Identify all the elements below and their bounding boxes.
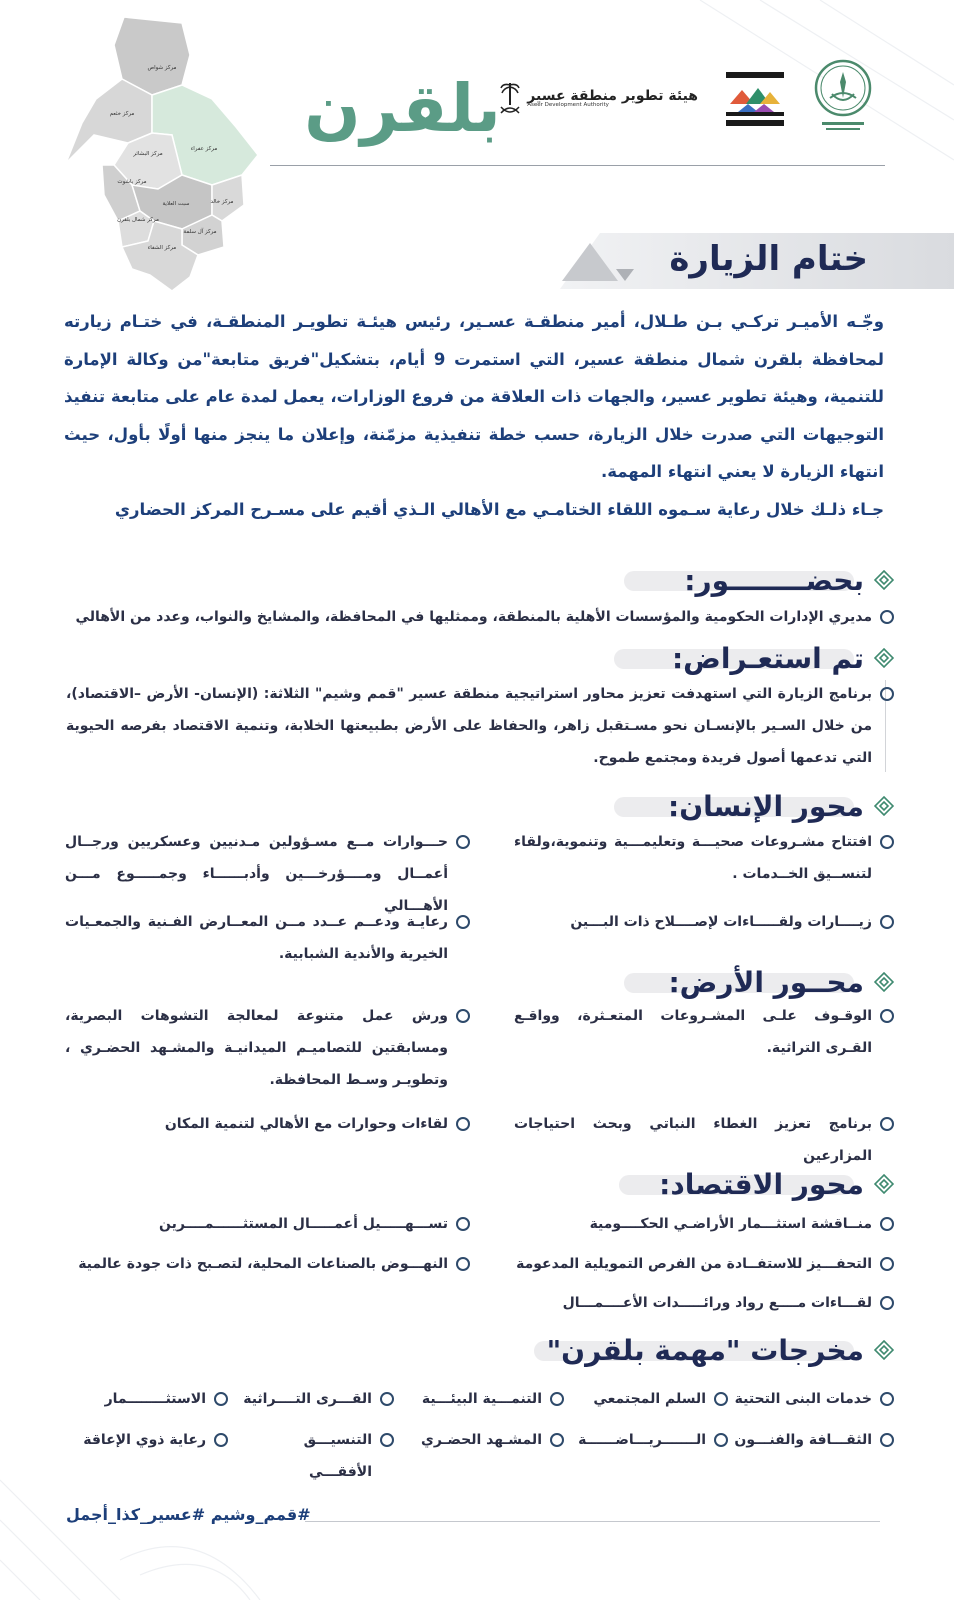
bullet-circle-icon [880,1296,894,1310]
section-title: بحضــــــــور: [684,563,864,597]
bullet-circle-icon [456,1117,470,1131]
map-label: سبت العلاية [162,201,190,207]
bullet-circle-icon [214,1433,228,1447]
bullet-circle-icon [880,1217,894,1231]
map-label: مركز الشفاء [147,245,177,251]
output-item [414,1383,564,1415]
bullet-circle-icon [880,915,894,929]
section-title: تم استعـراض: [671,641,864,675]
list-item-text: التحفـــيز للاستفــادة من الفرص التمويلية المدعومة [516,1256,872,1272]
list-item-text: افتتاح مشـروعات صحيـــة وتعليمـــية وتنموية،ولقاء لتنســيق الخــدمات . [514,834,872,882]
intro-paragraph-2: جـاء ذلـك خلال رعاية سـموه اللقاء الختامـي مع الأهالي الـذي أقيم على مسـرح المركز الحضاري [114,499,884,519]
diamond-icon [874,648,894,668]
bullet-circle-icon [214,1392,228,1406]
bullet-circle-icon [880,1117,894,1131]
output-item-text: رعاية ذوي الإعاقة [83,1432,206,1448]
output-item [239,1424,394,1488]
output-item-text: الاستثــــــــمار [104,1391,206,1407]
footer-divider [305,1521,880,1522]
bullet-circle-icon [456,1217,470,1231]
list-item-text: لقـــاءات مــــع رواد ورائـــــدات الأعــــمـــال [562,1295,872,1311]
diamond-icon [874,796,894,816]
list-item-text: ورش عمل متنوعة لمعالجة التشوهات البصرية، ومسابقتين للتصاميـم الميدانيـة والمشـهد الحضـري ، وتطويـر وسـط المحافظة. [65,1008,448,1088]
map-label: مركز خثعم [109,111,135,117]
banner-triangles-icon [560,239,660,283]
header-divider [270,165,885,166]
diamond-icon [874,972,894,992]
output-item [78,1383,228,1415]
list-item-text: الوقـوف علـى المشـروعات المتعـثرة، وواقـع القـرى التراثية. [514,1008,872,1056]
section-heading-reviewed [672,638,894,678]
list-item-text: زيــــارات ولقـــــاءات لإصــــلاح ذات البـــين [570,914,872,930]
output-item [578,1424,728,1456]
authority-name-en: Aseer Development Authority [527,102,609,109]
list-item-text: تســـهـــــيل أعمـــــال المستثــــــمــــرين [159,1216,448,1232]
bullet-circle-icon [880,610,894,624]
section-title: محور الإنسان: [668,789,864,823]
list-item [65,1248,470,1280]
section-heading-human [668,786,894,826]
output-item-text: التنسيـــق الأفقـــي [303,1432,372,1480]
section-heading-land [668,962,894,1002]
bullet-circle-icon [380,1433,394,1447]
section-title: محور الاقتصاد: [659,1167,864,1201]
saudi-emblem-icon [812,58,874,140]
list-item [65,1208,470,1240]
bullet-circle-icon [880,1257,894,1271]
page-title: بلقرن [304,70,501,147]
list-item-text: منــاقشة استثـــمار الأراضـي الحكــــومية [589,1216,872,1232]
list-item [65,906,470,970]
output-item-text: خدمات البنى التحتية [734,1391,872,1407]
map-label: مركز شواص [147,65,177,71]
bullet-circle-icon [456,915,470,929]
output-item [734,1383,894,1415]
bullet-circle-icon [550,1433,564,1447]
governorate-map [62,15,262,295]
section-title: مخرجات "مهمة بلقرن" [546,1333,864,1367]
bullet-circle-icon [380,1392,394,1406]
bullet-circle-icon [714,1433,728,1447]
bullet-circle-icon [880,835,894,849]
map-label: مركز آل سلمة [183,229,217,235]
list-item [514,1287,894,1319]
banner-title: ختام الزيارة [669,239,868,279]
list-item [65,1000,470,1096]
output-item-text: الثقـــافة والفنـــون [734,1432,872,1448]
section-banner [560,233,954,289]
bullet-circle-icon [880,1433,894,1447]
bullet-circle-icon [456,1257,470,1271]
section-title: محــور الأرض: [668,965,864,999]
diamond-icon [874,1340,894,1360]
output-item-text: الـــــــريـــاضــــــة [578,1432,706,1448]
map-label: مركز خالد [210,199,234,205]
list-item [514,826,894,890]
header-logos [499,58,874,140]
bullet-circle-icon [880,1392,894,1406]
list-item-text: برنامج تعزيز الغطاء النباتي وبحث احتياجات المزارعين [514,1116,872,1164]
bullet-circle-icon [714,1392,728,1406]
output-item-text: القـــرى التــــراثية [243,1391,372,1407]
section-heading-attendance [684,560,894,600]
output-item-text: التنمـــية البيئـــية [421,1391,542,1407]
list-item [514,1000,894,1064]
list-item-text: لقاءات وحوارات مع الأهالي لتنمية المكان [164,1116,448,1132]
list-item [514,1108,894,1172]
map-label: مركز البشائر [133,151,163,157]
list-item [74,601,894,633]
section-heading-economy [659,1164,894,1204]
output-item [583,1383,728,1415]
bullet-circle-icon [880,1009,894,1023]
output-item [78,1424,228,1456]
output-item-text: المشـهد الحضـري [421,1432,542,1448]
intro-paragraph-1: وجّـه الأميـر تركـي بـن طـلال، أمير منطقـة عسـير، رئيس هيئـة تطويـر المنطقـة، في ختـام زيارته لمحافظة بلقرن شمال منطقة عسير، التي استمرت 9 أيام، بتشكيل"فريق متابعة"من وكالة الإمارة للتنمية، وهيئة تطوير عسير، والجهات ذات العلاقة من فروع الوزارات، يعمل لمدة عام على متابعة تنفيذ التوجيهات التي صدرت خلال الزيارة، حسب خطة تنفيذية مزمّنة، وإعلان ما ينجز منها أولًا بأول، حيث انتهاء الزيارة لا يعني انتهاء المهمة. [64,312,884,482]
intro-text [64,303,884,529]
list-item-text: حـــوارات مــع مسـؤولين مـدنيين وعسكريين ورجــال أعمــال ومــــؤرخـــين وأدبــــــاء وجمـــــوع مـــن الأهـــالي [65,834,448,914]
diamond-icon [874,570,894,590]
map-label: مركز عفراء [190,146,218,152]
footer-hashtags: #قمم_وشيم #عسير_كذا_أجمل [66,1505,311,1524]
diamond-icon [874,1174,894,1194]
bullet-circle-icon [456,1009,470,1023]
list-item-text: برنامج الزيارة التي استهدفت تعزيز محاور استراتيجية منطقة عسير "قمم وشيم" الثلاثة: (الإنسان- الأرض –الاقتصاد)، من خلال السـير بالإنسـان نحو مسـتقبل زاهر، والحفاظ على الأرض بطبيعتها الخلابة، وتنمية الاقتصاد بفرصه الحيوية التي تدعمها أصول فريدة ومجتمع طموح. [66,686,872,766]
map-label: مركز شمال بلقرن [117,217,159,223]
bullet-circle-icon [880,687,894,701]
output-item [239,1383,394,1415]
list-item [66,678,894,774]
output-item [734,1424,894,1456]
bullet-circle-icon [550,1392,564,1406]
list-item [514,906,894,938]
bullet-circle-icon [456,835,470,849]
list-item-text: رعايـة ودعــم عــدد مــن المعــارض الفـنية والجمعـيات الخيرية والأندية الشبابية. [65,914,448,962]
output-item [414,1424,564,1456]
map-label: مركز باشوت [117,179,147,185]
section-heading-outputs [547,1330,894,1370]
aseer-mark-icon [724,68,786,130]
list-item [514,1248,894,1280]
authority-name-ar: هيئة تطوير منطقة عسير [527,87,698,104]
list-item [514,1208,894,1240]
list-item-text: النهـــوض بالصناعات المحلية، لتصـبح ذات جودة عالمية [78,1256,448,1272]
list-item-text: مديري الإدارات الحكومية والمؤسسات الأهلية بالمنطقة، وممثليها في المحافظة، والمشايخ والنواب، وعدد من الأهالي [75,609,872,625]
output-item-text: السلم المجتمعي [593,1391,706,1407]
list-item [65,1108,470,1140]
